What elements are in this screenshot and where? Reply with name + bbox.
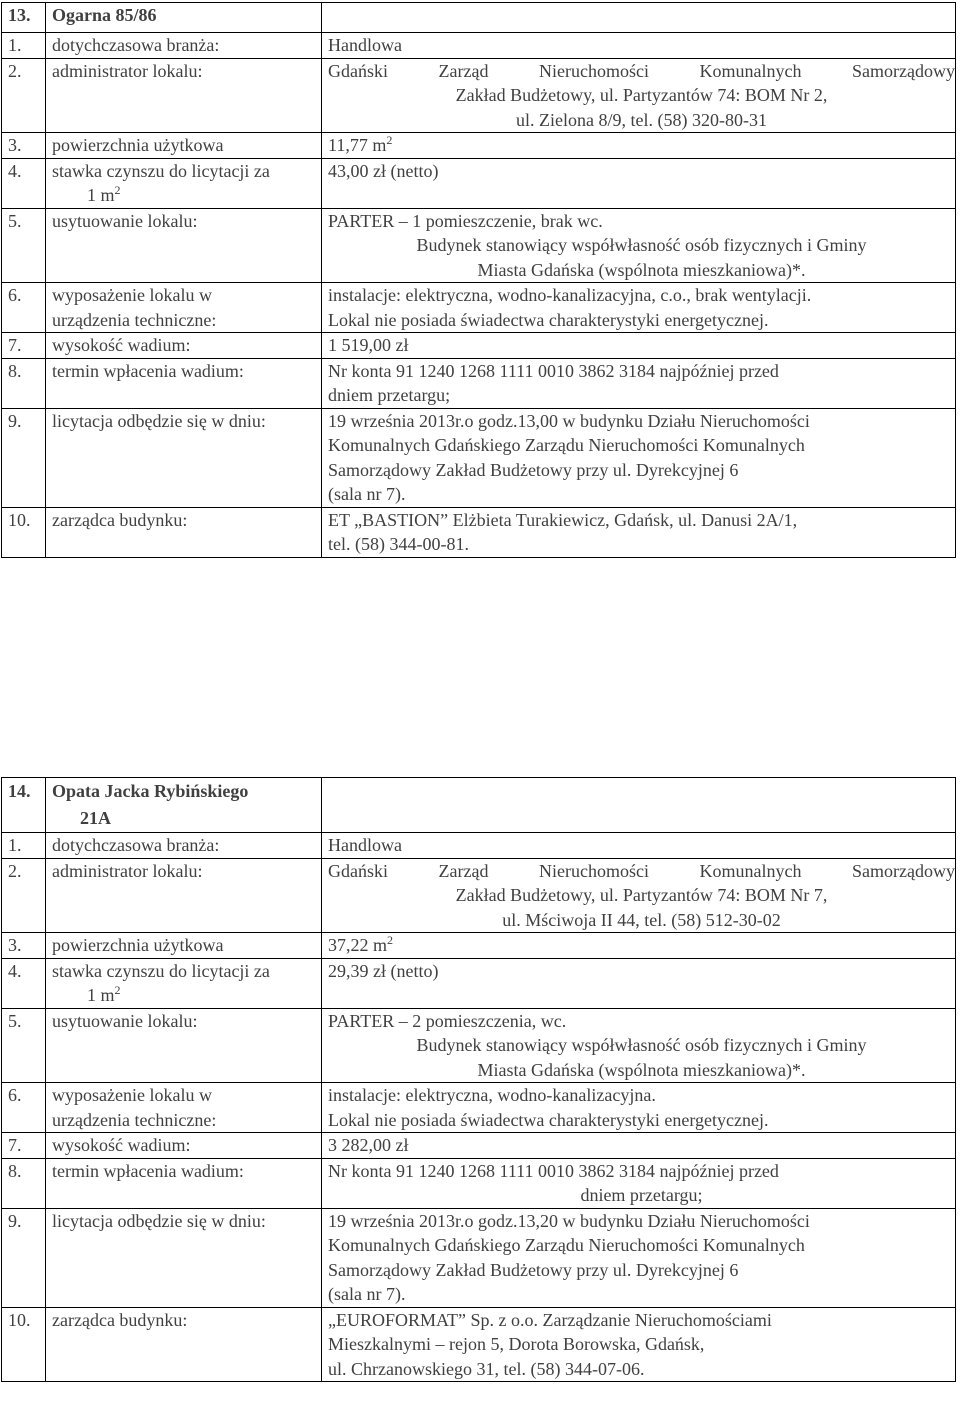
- value-line: dniem przetargu;: [580, 1185, 703, 1205]
- row-label: powierzchnia użytkowa: [46, 933, 322, 959]
- value-line: Komunalnych Gdańskiego Zarządu Nieruchomości Komunalnych: [328, 1235, 805, 1255]
- value-line: Samorządowy Zakład Budżetowy przy ul. Dyrekcyjnej 6: [328, 459, 739, 480]
- value-line: tel. (58) 344-00-81.: [328, 534, 469, 554]
- row-value: [322, 507, 956, 557]
- table-row: [2, 158, 956, 208]
- row-value: 1 519,00 zł: [322, 333, 956, 359]
- value-line: Nr konta 91 1240 1268 1111 0010 3862 3184 najpóźniej przed: [328, 1160, 779, 1181]
- listing-number: 14.: [2, 778, 46, 833]
- row-number: 1.: [2, 833, 46, 859]
- table-row: [2, 1208, 956, 1307]
- row-number: 1.: [2, 33, 46, 59]
- table-row: [2, 858, 956, 933]
- table-row: [2, 58, 956, 133]
- row-value: [322, 1307, 956, 1382]
- row-number: 6.: [2, 283, 46, 333]
- table-row: [2, 1307, 956, 1382]
- value-line: Nr konta 91 1240 1268 1111 0010 3862 3184 najpóźniej przed: [328, 360, 779, 381]
- label-line: wyposażenie lokalu w: [52, 285, 212, 305]
- row-label: usytuowanie lokalu:: [46, 208, 322, 283]
- row-label: zarządca budynku:: [46, 507, 322, 557]
- value-line: Komunalnych Gdańskiego Zarządu Nieruchomości Komunalnych: [328, 435, 805, 455]
- value-line: 19 września 2013r.o godz.13,00 w budynku Działu Nieruchomości: [328, 410, 810, 431]
- row-number: 9.: [2, 1208, 46, 1307]
- table-row: [2, 1133, 956, 1159]
- listing-header: [2, 3, 956, 33]
- row-number: 7.: [2, 333, 46, 359]
- row-label: zarządca budynku:: [46, 1307, 322, 1382]
- row-value: [322, 408, 956, 507]
- row-label: licytacja odbędzie się w dniu:: [46, 408, 322, 507]
- row-number: 5.: [2, 208, 46, 283]
- row-value: [322, 1083, 956, 1133]
- superscript: 2: [387, 933, 394, 947]
- row-label: administrator lokalu:: [46, 58, 322, 133]
- row-number: 8.: [2, 358, 46, 408]
- table-row: [2, 283, 956, 333]
- row-number: 9.: [2, 408, 46, 507]
- superscript: 2: [386, 133, 393, 147]
- label-line: [52, 183, 321, 208]
- row-value: [322, 358, 956, 408]
- row-value: 43,00 zł (netto): [322, 158, 956, 208]
- value-line: (sala nr 7).: [328, 484, 406, 504]
- value-line: dniem przetargu;: [328, 385, 451, 405]
- row-number: 5.: [2, 1008, 46, 1083]
- row-number: 4.: [2, 158, 46, 208]
- value-line: Zakład Budżetowy, ul. Partyzantów 74: BOM Nr 7,: [455, 885, 828, 905]
- row-label: termin wpłacenia wadium:: [46, 358, 322, 408]
- row-value: [322, 208, 956, 283]
- table-row: [2, 358, 956, 408]
- row-label: dotychczasowa branża:: [46, 33, 322, 59]
- superscript: 2: [114, 183, 121, 197]
- value-text: (wspólnota mieszkaniowa)*.: [598, 259, 806, 280]
- table-row: [2, 1158, 956, 1208]
- value-text: (wspólnota mieszkaniowa)*.: [598, 1059, 806, 1080]
- value-line: Budynek stanowiący współwłasność osób fizycznych i Gminy: [416, 1035, 867, 1055]
- label-line: wyposażenie lokalu w: [52, 1085, 212, 1105]
- row-label: [46, 158, 322, 208]
- listing-address: Ogarna 85/86: [46, 3, 322, 33]
- row-label: [46, 958, 322, 1008]
- listing-number: 13.: [2, 3, 46, 33]
- value-line: ul. Chrzanowskiego 31, tel. (58) 344-07-06.: [328, 1358, 645, 1379]
- table-row: [2, 33, 956, 59]
- row-value: [322, 858, 956, 933]
- row-number: 10.: [2, 1307, 46, 1382]
- row-label: [46, 283, 322, 333]
- listing-table-13: [1, 2, 956, 558]
- row-number: 2.: [2, 58, 46, 133]
- row-label: termin wpłacenia wadium:: [46, 1158, 322, 1208]
- table-row: [2, 208, 956, 283]
- row-value: [322, 1158, 956, 1208]
- value-line: [328, 258, 955, 283]
- row-value: [322, 58, 956, 133]
- value-line: ET „BASTION” Elżbieta Turakiewicz, Gdańsk, ul. Danusi 2A/1,: [328, 509, 798, 530]
- row-value: [322, 1208, 956, 1307]
- value-line: [328, 1058, 955, 1083]
- row-number: 8.: [2, 1158, 46, 1208]
- row-label: licytacja odbędzie się w dniu:: [46, 1208, 322, 1307]
- row-number: 6.: [2, 1083, 46, 1133]
- table-row: [2, 958, 956, 1008]
- label-line: stawka czynszu do licytacji za: [52, 160, 270, 181]
- table-row: [2, 833, 956, 859]
- superscript: 2: [114, 983, 121, 997]
- row-value: [322, 283, 956, 333]
- address-line: Opata Jacka Rybińskiego: [52, 781, 249, 801]
- row-label: [46, 1083, 322, 1133]
- table-row: [2, 333, 956, 359]
- label-line: urządzenia techniczne:: [52, 1109, 217, 1130]
- label-line: stawka czynszu do licytacji za: [52, 960, 270, 981]
- row-value: [322, 933, 956, 959]
- header-empty-cell: [322, 3, 956, 33]
- row-label: dotychczasowa branża:: [46, 833, 322, 859]
- row-label: wysokość wadium:: [46, 333, 322, 359]
- row-value: 29,39 zł (netto): [322, 958, 956, 1008]
- label-text: 1 m: [87, 185, 115, 205]
- label-line: [52, 983, 321, 1008]
- value-text: 37,22 m: [328, 935, 388, 955]
- value-line: Lokal nie posiada świadectwa charakterystyki energetycznej.: [328, 1109, 769, 1130]
- value-line: Samorządowy Zakład Budżetowy przy ul. Dyrekcyjnej 6: [328, 1259, 739, 1280]
- table-row: [2, 933, 956, 959]
- label-text: 1 m: [87, 985, 115, 1005]
- row-number: 3.: [2, 933, 46, 959]
- row-label: wysokość wadium:: [46, 1133, 322, 1159]
- value-line: Gdański Zarząd Nieruchomości Komunalnych Samorządowy: [328, 60, 955, 81]
- table-row: [2, 408, 956, 507]
- value-line: instalacje: elektryczna, wodno-kanalizacyjna, c.o., brak wentylacji.: [328, 285, 812, 305]
- value-line: Mieszkalnymi – rejon 5, Dorota Borowska, Gdańsk,: [328, 1334, 705, 1354]
- row-label: powierzchnia użytkowa: [46, 133, 322, 159]
- header-empty-cell: [322, 778, 956, 833]
- value-line: Lokal nie posiada świadectwa charakterystyki energetycznej.: [328, 309, 769, 330]
- value-line: „EUROFORMAT” Sp. z o.o. Zarządzanie Nieruchomościami: [328, 1309, 772, 1330]
- table-row: [2, 1083, 956, 1133]
- value-text: Miasta Gdańska: [477, 259, 599, 280]
- value-line: PARTER – 2 pomieszczenia, wc.: [328, 1010, 567, 1031]
- row-number: 3.: [2, 133, 46, 159]
- row-number: 10.: [2, 507, 46, 557]
- row-label: usytuowanie lokalu:: [46, 1008, 322, 1083]
- address-line: 21A: [80, 808, 111, 828]
- row-value: [322, 1008, 956, 1083]
- value-line: Gdański Zarząd Nieruchomości Komunalnych Samorządowy: [328, 860, 955, 881]
- listing-table-14: [1, 777, 956, 1382]
- table-row: [2, 1008, 956, 1083]
- value-line: PARTER – 1 pomieszczenie, brak wc.: [328, 210, 603, 231]
- row-number: 2.: [2, 858, 46, 933]
- value-line: ul. Zielona 8/9, tel. (58) 320-80-31: [516, 109, 767, 130]
- row-number: 7.: [2, 1133, 46, 1159]
- value-line: instalacje: elektryczna, wodno-kanalizacyjna.: [328, 1085, 656, 1105]
- row-value: [322, 133, 956, 159]
- value-line: 19 września 2013r.o godz.13,20 w budynku Działu Nieruchomości: [328, 1210, 810, 1231]
- row-value: 3 282,00 zł: [322, 1133, 956, 1159]
- value-line: (sala nr 7).: [328, 1284, 406, 1304]
- value-text: 11,77 m: [328, 135, 387, 155]
- value-text: Miasta Gdańska: [477, 1059, 599, 1080]
- table-row: [2, 133, 956, 159]
- row-value: Handlowa: [322, 833, 956, 859]
- listing-header: [2, 778, 956, 833]
- table-row: [2, 507, 956, 557]
- value-line: Zakład Budżetowy, ul. Partyzantów 74: BOM Nr 2,: [455, 85, 828, 105]
- value-line: Budynek stanowiący współwłasność osób fizycznych i Gminy: [416, 235, 867, 255]
- label-line: urządzenia techniczne:: [52, 309, 217, 330]
- value-line: ul. Mściwoja II 44, tel. (58) 512-30-02: [502, 909, 781, 930]
- listing-address: [46, 778, 322, 833]
- row-number: 4.: [2, 958, 46, 1008]
- row-label: administrator lokalu:: [46, 858, 322, 933]
- row-value: Handlowa: [322, 33, 956, 59]
